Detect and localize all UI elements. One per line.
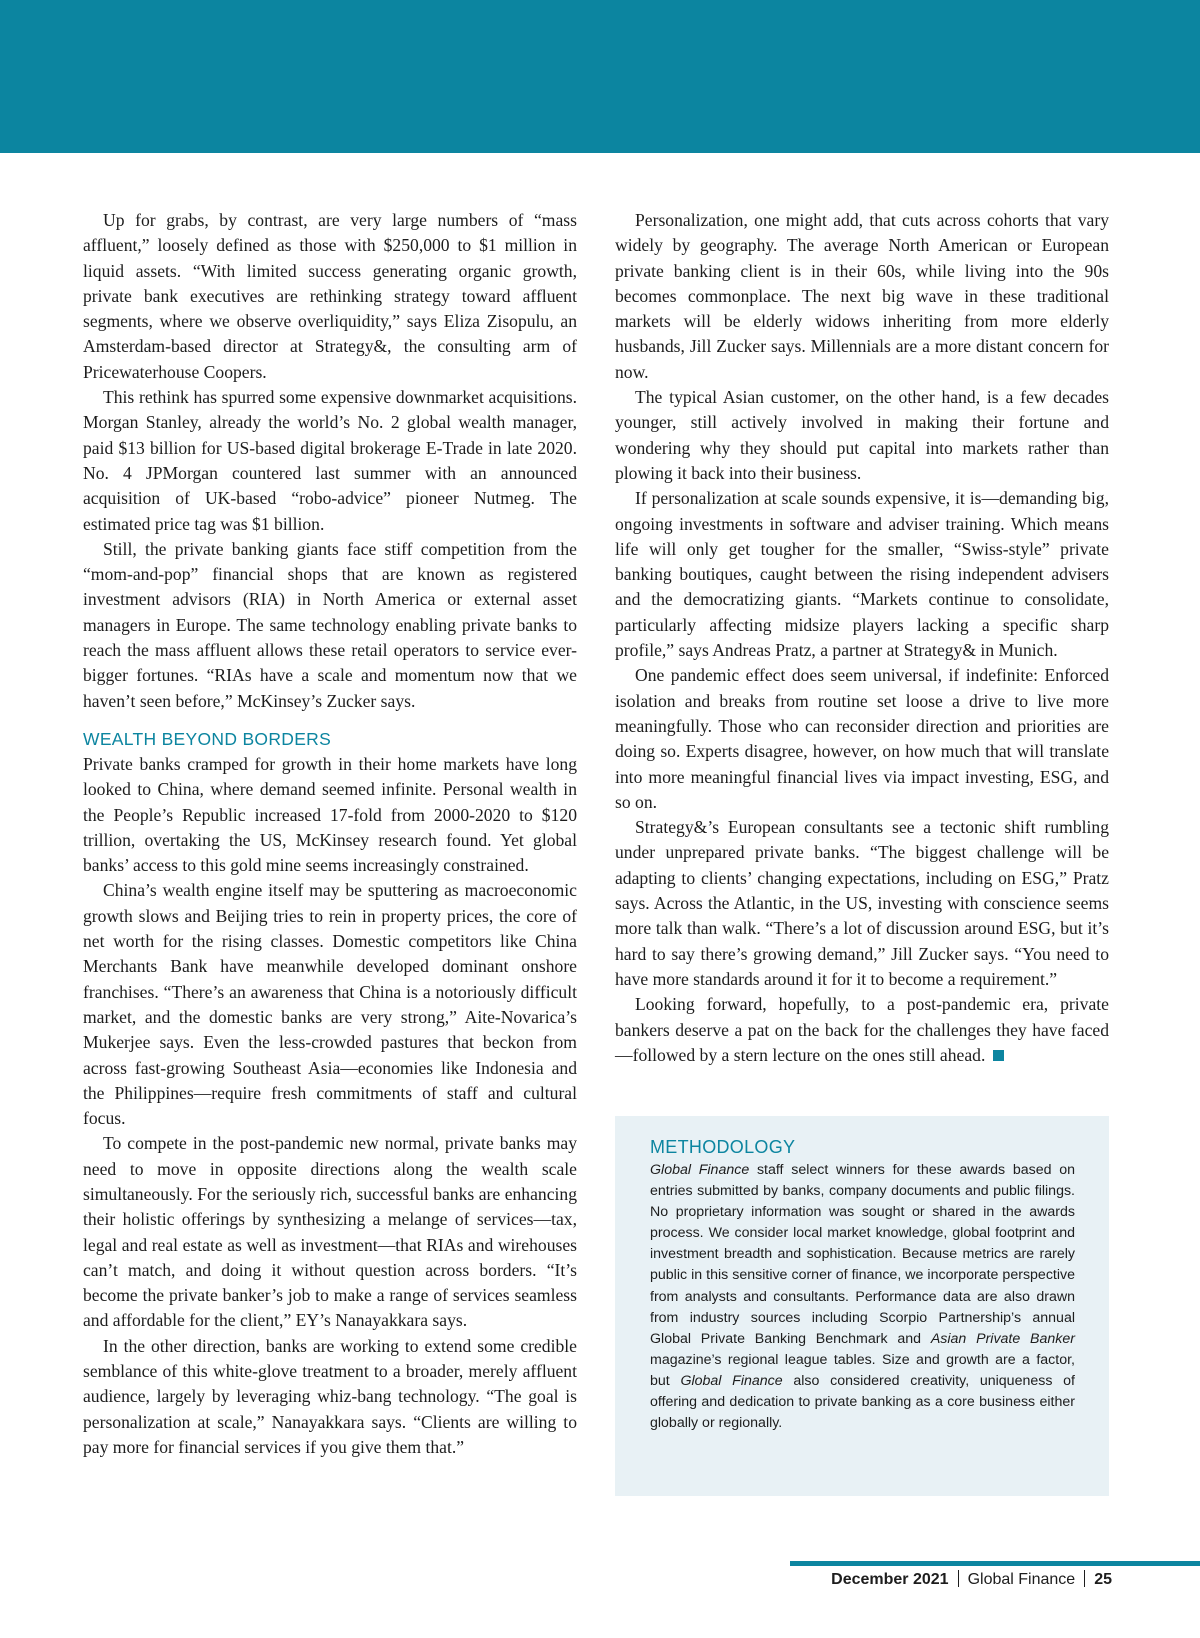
- right-column: [615, 208, 1109, 1068]
- issue-date: December 2021: [831, 1571, 949, 1588]
- paragraph: If personalization at scale sounds expensive, it is—demanding big, ongoing investments in software and adviser training. Which means life will only get tougher for the smaller, “Swiss-style” private banking boutiques, caught between the rising independent advisers and the democratizing giants. “Markets continue to consolidate, particularly affecting midsize players lacking a specific sharp profile,” says Andreas Pratz, a partner at Strategy& in Munich.: [615, 488, 1109, 661]
- methodology-text-part: also considered creativity, uniqueness of offering and dedication to private banking as a core business either globally or regionally.: [650, 1372, 1075, 1432]
- paragraph: In the other direction, banks are working to extend some credible semblance of this white-glove treatment to a broader, merely affluent audience, largely by leveraging whiz-bang technology. “The goal is personalization at scale,” Nanayakkara says. “Clients are willing to pay more for financial services if you give them that.”: [83, 1335, 577, 1457]
- end-of-article-square-icon: [993, 1050, 1004, 1061]
- paragraph-final: [615, 992, 1109, 1068]
- methodology-text-part: staff select winners for these awards based on entries submitted by banks, company documents and public filings. No proprietary information was sought or shared in the awards process. We consider local market knowledge, global footprint and investment breadth and sophistication. Because metrics are rarely public in this sensitive corner of finance, we incorporate perspective from analysts and consultants. Performance data are also drawn from industry sources including Scorpio Partnership’s annual Global Private Banking Benchmark and: [650, 1162, 1075, 1347]
- section-subhead: WEALTH BEYOND BORDERS: [83, 728, 332, 749]
- page-number: 25: [1094, 1571, 1112, 1588]
- publication-name: Global Finance: [680, 1372, 783, 1389]
- paragraph: To compete in the post-pandemic new normal, private banks may need to move in opposite directions along the wealth scale simultaneously. For the seriously rich, successful banks are enhancing their holistic offerings by synthesizing a melange of services—tax, legal and real estate as well as investment—that RIAs and wirehouses can’t match, and doing it without question across borders. “It’s become the private banker’s job to make a range of services seamless and affordable for the client,” EY’s Nanayakkara says.: [83, 1133, 577, 1331]
- footer-divider: [1084, 1570, 1085, 1587]
- paragraph: China’s wealth engine itself may be sputtering as macroeconomic growth slows and Beijing tries to rein in property prices, the core of net worth for the rising classes. Domestic competitors like China Merchants Bank have meanwhile developed dominant onshore franchises. “There’s an awareness that China is a notoriously difficult market, and the domestic banks are very strong,” Aite-Novarica’s Mukerjee says. Even the less-crowded pastures that beckon from across fast-growing Southeast Asia—economies like Indonesia and the Philippines—require fresh commitments of staff and cultural focus.: [83, 880, 577, 1129]
- paragraph: This rethink has spurred some expensive downmarket acquisitions. Morgan Stanley, already the world’s No. 2 global wealth manager, paid $13 billion for US-based digital brokerage E-Trade in late 2020. No. 4 JPMorgan countered last summer with an announced acquisition of UK-based “robo-advice” pioneer Nutmeg. The estimated price tag was $1 billion.: [83, 387, 577, 534]
- magazine-name: Asian Private Banker: [930, 1330, 1076, 1347]
- methodology-text-part: magazine’s regional league tables. Size and growth are a factor, but: [650, 1351, 1075, 1389]
- paragraph: Strategy&’s European consultants see a tectonic shift rumbling under unprepared private banks. “The biggest challenge will be adapting to clients’ changing expectations, including on ESG,” Pratz says. Across the Atlantic, in the US, investing with conscience seems more talk than walk. “There’s a lot of discussion around ESG, but it’s hard to say there’s growing demand,” Jill Zucker says. “You need to have more standards around it for it to become a requirement.”: [615, 817, 1109, 989]
- footer-divider: [958, 1570, 959, 1587]
- final-paragraph-text: Looking forward, hopefully, to a post-pandemic era, private bankers deserve a pat on the back for the challenges they have faced—followed by a stern lecture on the ones still ahead.: [615, 994, 1109, 1065]
- paragraph: Private banks cramped for growth in their home markets have long looked to China, where demand seemed infinite. Personal wealth in the People’s Republic increased 17-fold from 2000-2020 to $120 trillion, overtaking the US, McKinsey research found. Yet global banks’ access to this gold mine seems increasingly constrained.: [83, 753, 577, 876]
- methodology-box: [615, 1116, 1109, 1496]
- publication-name: Global Finance: [650, 1162, 750, 1178]
- left-column: [83, 208, 577, 1460]
- methodology-text: [650, 1160, 1075, 1434]
- publication-title: Global Finance: [967, 1571, 1076, 1588]
- paragraph: Personalization, one might add, that cuts across cohorts that vary widely by geography. The average North American or European private banking client is in their 60s, while living into the 90s becomes commonplace. The next big wave in these traditional markets will be elderly widows inheriting from more elderly husbands, Jill Zucker says. Millennials are a more distant concern for now.: [615, 210, 1109, 382]
- methodology-title: METHODOLOGY: [650, 1137, 796, 1157]
- paragraph: Up for grabs, by contrast, are very large numbers of “mass affluent,” loosely defined as those with $250,000 to $1 million in liquid assets. “With limited success generating organic growth, private bank executives are rethinking strategy toward affluent segments, where we observe overliquidity,” says Eliza Zisopulu, an Amsterdam-based director at Strategy&, the consulting arm of Pricewaterhouse Coopers.: [83, 210, 577, 382]
- header-band: [0, 0, 1200, 153]
- page-footer: [831, 1570, 1112, 1590]
- paragraph: Still, the private banking giants face stiff competition from the “mom-and-pop” financial shops that are known as registered investment advisors (RIA) in North America or external asset managers in Europe. The same technology enabling private banks to reach the mass affluent allows these retail operators to service ever-bigger fortunes. “RIAs have a scale and momentum now that we haven’t seen before,” McKinsey’s Zucker says.: [83, 538, 577, 711]
- footer-rule: [790, 1561, 1200, 1566]
- paragraph: One pandemic effect does seem universal, if indefinite: Enforced isolation and breaks from routine set loose a drive to live more meaningfully. Those who can reconsider direction and priorities are doing so. Experts disagree, however, on how much that will translate into more meaningful financial lives via impact investing, ESG, and so on.: [615, 665, 1109, 812]
- paragraph: The typical Asian customer, on the other hand, is a few decades younger, still actively involved in making their fortune and wondering why they should put capital into markets rather than plowing it back into their business.: [615, 387, 1109, 483]
